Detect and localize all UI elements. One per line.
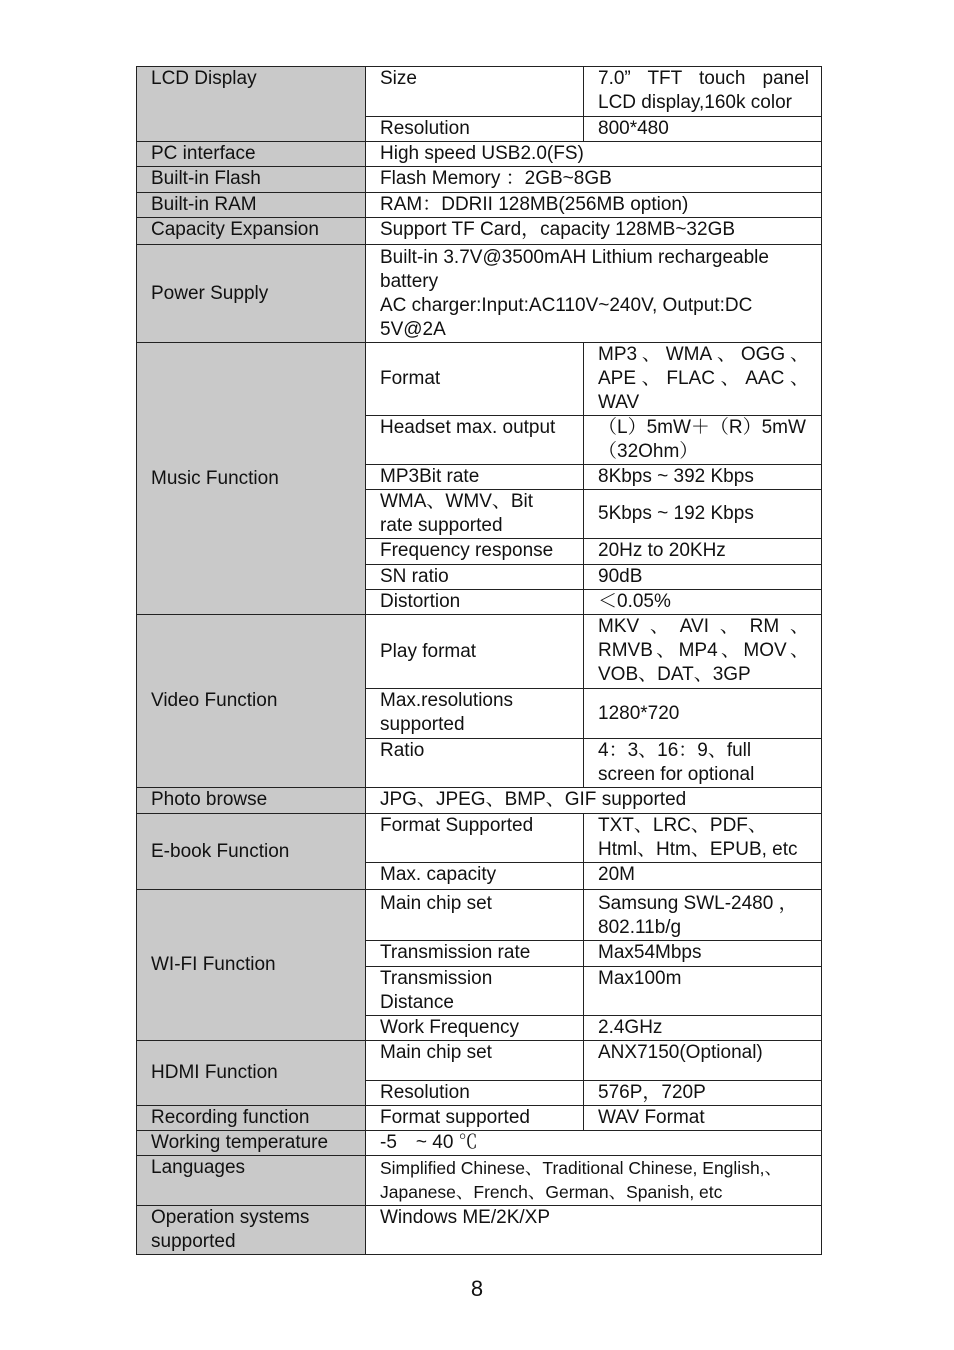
- power-charger-text: AC charger:Input:AC110V~240V, Output:DC 5V@2A: [380, 295, 753, 340]
- spec-value: MP3、WMA、OGG、APE、FLAC、AAC、WAV: [584, 343, 822, 416]
- row-label-lcd-display: LCD Display: [137, 67, 366, 142]
- spec-value: High speed USB2.0(FS): [366, 142, 822, 167]
- spec-key: Main chip set: [366, 1041, 584, 1081]
- languages-line-1: Simplified Chinese、Traditional Chinese, English,、: [380, 1158, 783, 1178]
- spec-value: 5Kbps ~ 192 Kbps: [584, 490, 822, 539]
- spec-value: Windows ME/2K/XP: [366, 1206, 822, 1255]
- row-label-recording-function: Recording function: [137, 1106, 366, 1131]
- row-label-languages: Languages: [137, 1156, 366, 1206]
- row-label-working-temperature: Working temperature: [137, 1131, 366, 1156]
- table-row: [137, 142, 822, 167]
- spec-key: Transmission Distance: [366, 967, 584, 1016]
- spec-value: Samsung SWL-2480 ，802.11b/g: [584, 890, 822, 941]
- spec-value: 1280*720: [584, 689, 822, 739]
- spec-key: SN ratio: [366, 565, 584, 590]
- spec-key: Resolution: [366, 117, 584, 142]
- spec-value: RAM：DDRII 128MB(256MB option): [366, 193, 822, 218]
- spec-value: 8Kbps ~ 392 Kbps: [584, 465, 822, 490]
- row-label-built-in-flash: Built-in Flash: [137, 167, 366, 193]
- spec-key: MP3Bit rate: [366, 465, 584, 490]
- row-label-power-supply: Power Supply: [137, 245, 366, 343]
- table-row: [137, 615, 822, 689]
- spec-value: （L）5mW＋（R）5mW（32Ohm）: [584, 416, 822, 465]
- page-number: 8: [470, 1276, 484, 1301]
- spec-value: 576P，720P: [584, 1081, 822, 1106]
- spec-key: Max. capacity: [366, 863, 584, 890]
- row-label-video-function: Video Function: [137, 615, 366, 788]
- spec-key: Resolution: [366, 1081, 584, 1106]
- row-label-photo-browse: Photo browse: [137, 788, 366, 814]
- spec-key: Distortion: [366, 590, 584, 615]
- spec-value: 7.0” TFT touch panel LCD display,160k color: [584, 67, 822, 117]
- row-label-operation-systems: Operation systems supported: [137, 1206, 366, 1255]
- spec-value: 90dB: [584, 565, 822, 590]
- spec-key: Format Supported: [366, 814, 584, 863]
- table-row: [137, 890, 822, 941]
- spec-value: 2.4GHz: [584, 1016, 822, 1041]
- spec-key: Play format: [366, 615, 584, 689]
- spec-key: Frequency response: [366, 539, 584, 565]
- table-row: [137, 167, 822, 193]
- spec-value: JPG、JPEG、BMP、GIF supported: [366, 788, 822, 814]
- row-label-music-function: Music Function: [137, 343, 366, 615]
- row-label-built-in-ram: Built-in RAM: [137, 193, 366, 218]
- spec-value: Max54Mbps: [584, 941, 822, 967]
- spec-key: Size: [366, 67, 584, 117]
- table-row: [137, 1041, 822, 1081]
- table-row: [137, 1106, 822, 1131]
- table-row: [137, 1131, 822, 1156]
- row-label-capacity-expansion: Capacity Expansion: [137, 218, 366, 245]
- spec-key: Ratio: [366, 739, 584, 788]
- table-row: [137, 343, 822, 416]
- spec-value: MKV、AVI、RM、RMVB、MP4、MOV、VOB、DAT、3GP: [584, 615, 822, 689]
- spec-table: [136, 66, 822, 1255]
- power-battery-text: Built-in 3.7V@3500mAH Lithium rechargeable battery: [380, 247, 769, 292]
- spec-value: 20Hz to 20KHz: [584, 539, 822, 565]
- spec-key: Format supported: [366, 1106, 584, 1131]
- row-label-hdmi-function: HDMI Function: [137, 1041, 366, 1106]
- spec-value: [366, 1156, 822, 1206]
- spec-key: Format: [366, 343, 584, 416]
- spec-value: 4：3、16：9、full screen for optional: [584, 739, 822, 788]
- table-row: [137, 1206, 822, 1255]
- spec-value: Max100m: [584, 967, 822, 1016]
- spec-value: -5 ~ 40 ℃: [366, 1131, 822, 1156]
- spec-value: ＜0.05%: [584, 590, 822, 615]
- spec-key: Work Frequency: [366, 1016, 584, 1041]
- spec-key: WMA、WMV、Bit rate supported: [366, 490, 584, 539]
- spec-value: ANX7150(Optional): [584, 1041, 822, 1081]
- spec-value: [366, 245, 822, 343]
- table-row: [137, 67, 822, 117]
- spec-value: WAV Format: [584, 1106, 822, 1131]
- row-label-ebook-function: E-book Function: [137, 814, 366, 890]
- table-row: [137, 218, 822, 245]
- table-row: [137, 788, 822, 814]
- spec-value: Support TF Card，capacity 128MB~32GB: [366, 218, 822, 245]
- spec-value: 20M: [584, 863, 822, 890]
- spec-key: Headset max. output: [366, 416, 584, 465]
- row-label-wifi-function: WI-FI Function: [137, 890, 366, 1041]
- row-label-pc-interface: PC interface: [137, 142, 366, 167]
- languages-line-2: Japanese、French、German、Spanish, etc: [380, 1182, 723, 1202]
- spec-value: 800*480: [584, 117, 822, 142]
- spec-key: Transmission rate: [366, 941, 584, 967]
- table-row: [137, 193, 822, 218]
- spec-value: Flash Memory ：2GB~8GB: [366, 167, 822, 193]
- spec-value: TXT、LRC、PDF、Html、Htm、EPUB, etc: [584, 814, 822, 863]
- table-row: [137, 245, 822, 343]
- spec-key: Max.resolutions supported: [366, 689, 584, 739]
- table-row: [137, 1156, 822, 1206]
- spec-key: Main chip set: [366, 890, 584, 941]
- table-row: [137, 814, 822, 863]
